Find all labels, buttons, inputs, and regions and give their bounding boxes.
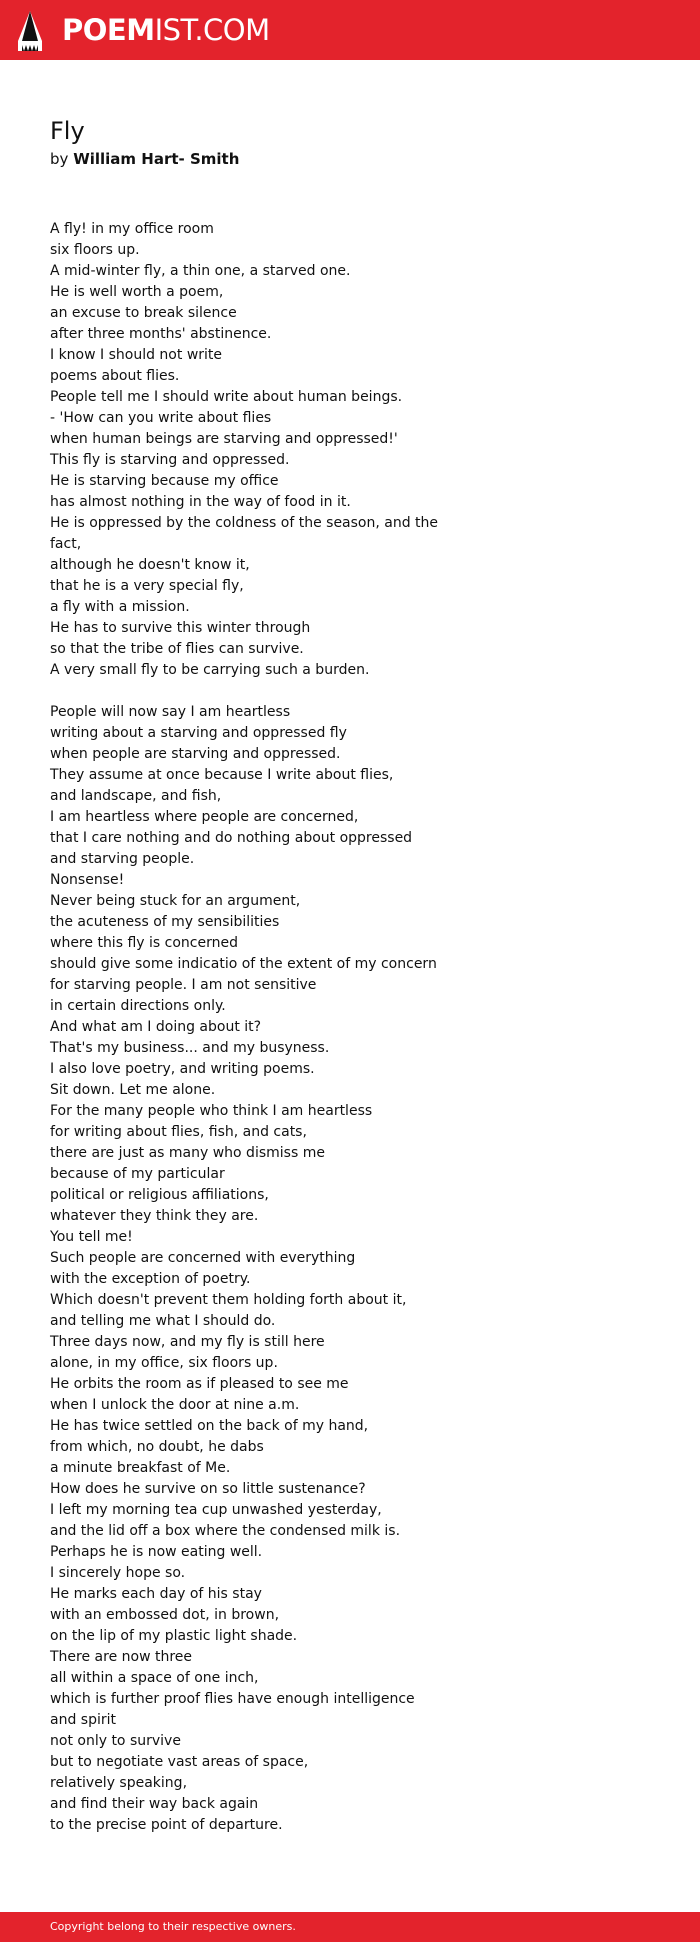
poem-line: which is further proof flies have enough intelligence — [50, 1691, 415, 1707]
poem-line: He marks each day of his stay — [50, 1586, 262, 1602]
poem-title: Fly — [50, 117, 85, 145]
poem-line: alone, in my office, six floors up. — [50, 1355, 278, 1371]
poem-line: Which doesn't prevent them holding forth about it, — [50, 1292, 407, 1308]
poem-line: He has to survive this winter through — [50, 620, 311, 636]
poem-line: You tell me! — [50, 1229, 133, 1245]
poem-line: there are just as many who dismiss me — [50, 1145, 325, 1161]
poem-line: He is starving because my office — [50, 473, 279, 489]
poem-line: political or religious affiliations, — [50, 1187, 269, 1203]
poem-line: not only to survive — [50, 1733, 181, 1749]
poem-line: I left my morning tea cup unwashed yesterday, — [50, 1502, 382, 1518]
poem-line: Three days now, and my fly is still here — [50, 1334, 325, 1350]
poem-line: poems about flies. — [50, 368, 180, 384]
poem-line: I know I should not write — [50, 347, 223, 363]
poem-line: He has twice settled on the back of my hand, — [50, 1418, 369, 1434]
poem-line: Perhaps he is now eating well. — [50, 1544, 263, 1560]
poem-line: I sincerely hope so. — [50, 1565, 186, 1581]
poem-line: when human beings are starving and oppressed!' — [50, 431, 398, 447]
poem-line: That's my business... and my busyness. — [50, 1040, 330, 1056]
poem-line: the acuteness of my sensibilities — [50, 914, 280, 930]
poem-line: I am heartless where people are concerned, — [50, 809, 359, 825]
poem-line: Nonsense! — [50, 872, 125, 888]
poem-line: six floors up. — [50, 242, 140, 258]
poem-line: with an embossed dot, in brown, — [50, 1607, 280, 1623]
poem-line: A fly! in my office room — [50, 221, 214, 237]
poem-line: People tell me I should write about human beings. — [50, 389, 403, 405]
poem-line: There are now three — [50, 1649, 193, 1665]
poem-line: This fly is starving and oppressed. — [50, 452, 290, 468]
poem-line: Sit down. Let me alone. — [50, 1082, 216, 1098]
site-header — [0, 0, 700, 60]
poem-line: A very small fly to be carrying such a burden. — [50, 662, 370, 678]
poem-line: should give some indicatio of the extent of my concern — [50, 956, 437, 972]
poem-line: Never being stuck for an argument, — [50, 893, 301, 909]
poem-line: on the lip of my plastic light shade. — [50, 1628, 298, 1644]
poem-line: A mid-winter fly, a thin one, a starved one. — [50, 263, 351, 279]
poem-line: I also love poetry, and writing poems. — [50, 1061, 315, 1077]
poem-line: when people are starving and oppressed. — [50, 746, 341, 762]
poem-line: They assume at once because I write about flies, — [50, 767, 394, 783]
logo-bold-text: POEM — [62, 13, 155, 47]
site-footer — [0, 1912, 700, 1942]
poem-line: from which, no doubt, he dabs — [50, 1439, 264, 1455]
poem-line: when I unlock the door at nine a.m. — [50, 1397, 300, 1413]
poem-line: He orbits the room as if pleased to see me — [50, 1376, 349, 1392]
poem-line: writing about a starving and oppressed fly — [50, 725, 347, 741]
poem-line: for starving people. I am not sensitive — [50, 977, 317, 993]
poem-line: relatively speaking, — [50, 1775, 188, 1791]
poem-line: in certain directions only. — [50, 998, 226, 1014]
poem-line: that he is a very special fly, — [50, 578, 244, 594]
poem-line: a minute breakfast of Me. — [50, 1460, 231, 1476]
copyright-text: Copyright belong to their respective owners. — [50, 1920, 296, 1933]
poem-line: that I care nothing and do nothing about oppressed — [50, 830, 413, 846]
poem-line: He is well worth a poem, — [50, 284, 224, 300]
poem-line: and telling me what I should do. — [50, 1313, 276, 1329]
poem-line: an excuse to break silence — [50, 305, 237, 321]
poem-line: where this fly is concerned — [50, 935, 238, 951]
poem-line: and landscape, and fish, — [50, 788, 222, 804]
author-name[interactable]: William Hart- Smith — [73, 150, 240, 168]
by-prefix: by — [50, 150, 69, 168]
poem-line: all within a space of one inch, — [50, 1670, 259, 1686]
poem-line: and the lid off a box where the condensed milk is. — [50, 1523, 401, 1539]
poem-body — [50, 219, 450, 1836]
poem-line: to the precise point of departure. — [50, 1817, 283, 1833]
poem-line: And what am I doing about it? — [50, 1019, 262, 1035]
poem-line: He is oppressed by the coldness of the season, and the — [50, 515, 439, 531]
logo-light-text: IST.COM — [154, 13, 270, 47]
poem-line: How does he survive on so little sustenance? — [50, 1481, 366, 1497]
poem-line: although he doesn't know it, — [50, 557, 250, 573]
byline — [50, 148, 239, 170]
poem-line: has almost nothing in the way of food in it. — [50, 494, 351, 510]
poem-line: For the many people who think I am heartless — [50, 1103, 373, 1119]
poem-line: and spirit — [50, 1712, 116, 1728]
poem-line: and starving people. — [50, 851, 195, 867]
poem-line: People will now say I am heartless — [50, 704, 291, 720]
poem-line: - 'How can you write about flies — [50, 410, 272, 426]
poem-line: after three months' abstinence. — [50, 326, 272, 342]
poem-line: because of my particular — [50, 1166, 225, 1182]
poem-line: so that the tribe of flies can survive. — [50, 641, 304, 657]
poem-line: with the exception of poetry. — [50, 1271, 251, 1287]
site-logo[interactable] — [62, 12, 270, 48]
poem-line: and find their way back again — [50, 1796, 259, 1812]
stanza-break — [50, 681, 450, 702]
poem-line: whatever they think they are. — [50, 1208, 259, 1224]
poem-line: a fly with a mission. — [50, 599, 190, 615]
poem-line: for writing about flies, fish, and cats, — [50, 1124, 307, 1140]
poem-line: but to negotiate vast areas of space, — [50, 1754, 309, 1770]
poem-line: fact, — [50, 536, 82, 552]
pen-nib-icon[interactable] — [18, 11, 42, 51]
poem-line: Such people are concerned with everything — [50, 1250, 356, 1266]
